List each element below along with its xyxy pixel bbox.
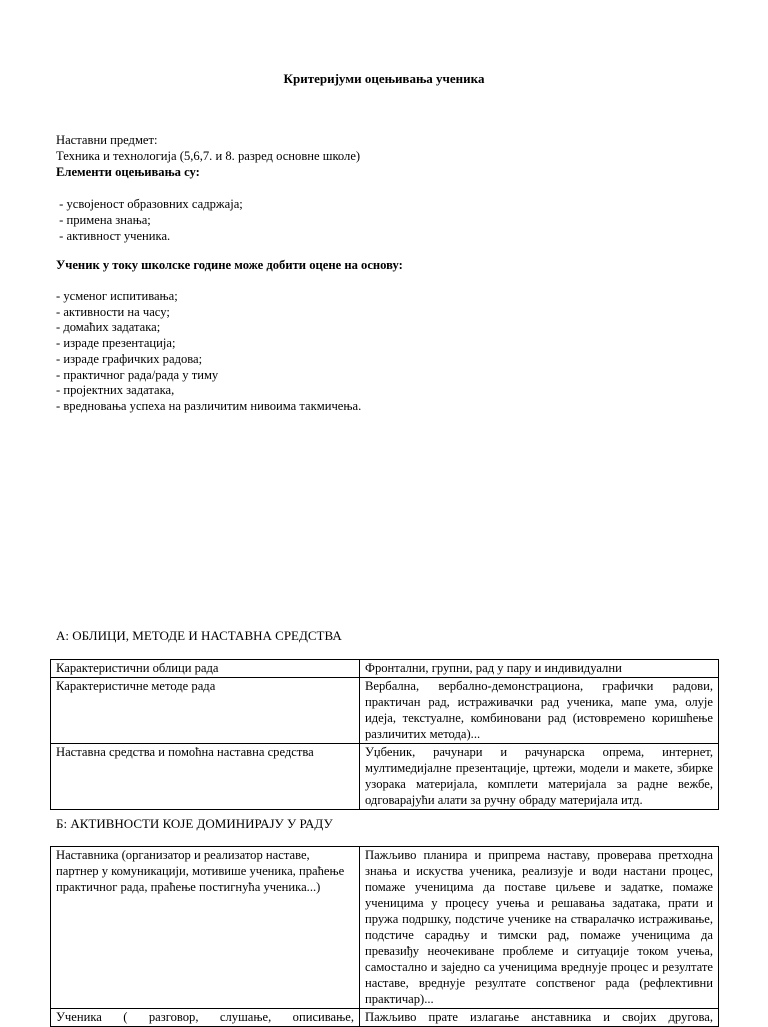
- elements-item: - активност ученика.: [56, 229, 171, 243]
- table-cell-label: Карактеристичне методе рада: [51, 678, 360, 744]
- grades-list: [56, 289, 361, 415]
- section-b-table: [50, 846, 719, 1027]
- grades-item: - домаћих задатака;: [56, 320, 161, 335]
- grades-item: - израде презентација;: [56, 336, 176, 351]
- grades-item: - вредновања успеха на различитим нивоима такмичења.: [56, 398, 362, 413]
- section-a-heading: А: ОБЛИЦИ, МЕТОДЕ И НАСТАВНА СРЕДСТВА: [56, 628, 342, 643]
- table-cell-label: Ученика ( разговор, слушање, описивање,: [51, 1009, 360, 1027]
- table-cell-label: Наставна средства и помоћна наставна средства: [51, 744, 360, 810]
- table-cell-label: [51, 847, 360, 1009]
- grades-item: - пројектних задатака,: [56, 383, 175, 398]
- section-b-heading: Б: АКТИВНОСТИ КОЈЕ ДОМИНИРАЈУ У РАДУ: [56, 816, 333, 831]
- table-cell-label-part: практичног рада, праћење постигнућа ученика...): [56, 880, 321, 894]
- elements-list: [56, 196, 243, 244]
- table-row: [51, 744, 719, 810]
- table-cell-value: Пажљиво планира и припрема наставу, проверава претходна знања и искуства ученика, реализује и води настани процес, помаже ученицима да поставе циљеве и задатке, помаже ученицима у процесу учења и решавања задатака, прати и пружа подршку, подстиче ученике на стваралачко истраживање, подстиче сарадњу и тимски рад, помаже ученицима да превазиђу неочекиване проблеме и ситуације током учења, самостално и заједно са ученицима вреднује процес и резултате наставе, вреднује резултате сопственог рада (рефлективни практичар)...: [360, 847, 719, 1009]
- grades-item: - активности на часу;: [56, 304, 170, 319]
- table-row: [51, 660, 719, 678]
- grades-item: - практичног рада/рада у тиму: [56, 367, 219, 382]
- table-cell-value: Фронтални, групни, рад у пару и индивидуални: [360, 660, 719, 678]
- elements-heading: Елементи оцењивања су:: [56, 165, 200, 179]
- grades-item: - израде графичких радова;: [56, 351, 203, 366]
- grades-heading: Ученик у току школске године може добити оцене на основу:: [56, 258, 403, 272]
- document-title: Критеријуми оцењивања ученика: [283, 71, 485, 86]
- subject-value: Техника и технологија (5,6,7. и 8. разред основне школе): [56, 149, 361, 163]
- table-cell-value: Уџбеник, рачунари и рачунарска опрема, интернет, мултимедијалне презентације, цртежи, модели и макете, збирке узорака материјала, комплети материјала за радне вежбе, одговарајући алати за ручну обраду материјала итд.: [360, 744, 719, 810]
- table-row: [51, 678, 719, 744]
- table-row: [51, 847, 719, 1009]
- subject-label: Наставни предмет:: [56, 133, 158, 147]
- table-cell-value: Вербална, вербално-демонстрациона, графички радови, практичан рад, истраживачки рад ученика, мапе ума, олује идеја, текстуалне, комбиновани рад (истовремено коришћење различитих метода)...: [360, 678, 719, 744]
- subject-block: [56, 132, 360, 180]
- table-cell-label: Карактеристични облици рада: [51, 660, 360, 678]
- elements-item: - примена знања;: [56, 213, 151, 227]
- grades-item: - усменог испитивања;: [56, 289, 178, 303]
- table-cell-value: Пажљиво прате излагање анставника и својих другова,: [360, 1009, 719, 1027]
- elements-item: - усвојеност образовних садржаја;: [56, 197, 243, 211]
- table-cell-label-part: Наставника (организатор и реализатор наставе, партнер у комуникацији, мотивише ученика, праћење: [56, 848, 345, 878]
- section-a-table: [50, 659, 719, 810]
